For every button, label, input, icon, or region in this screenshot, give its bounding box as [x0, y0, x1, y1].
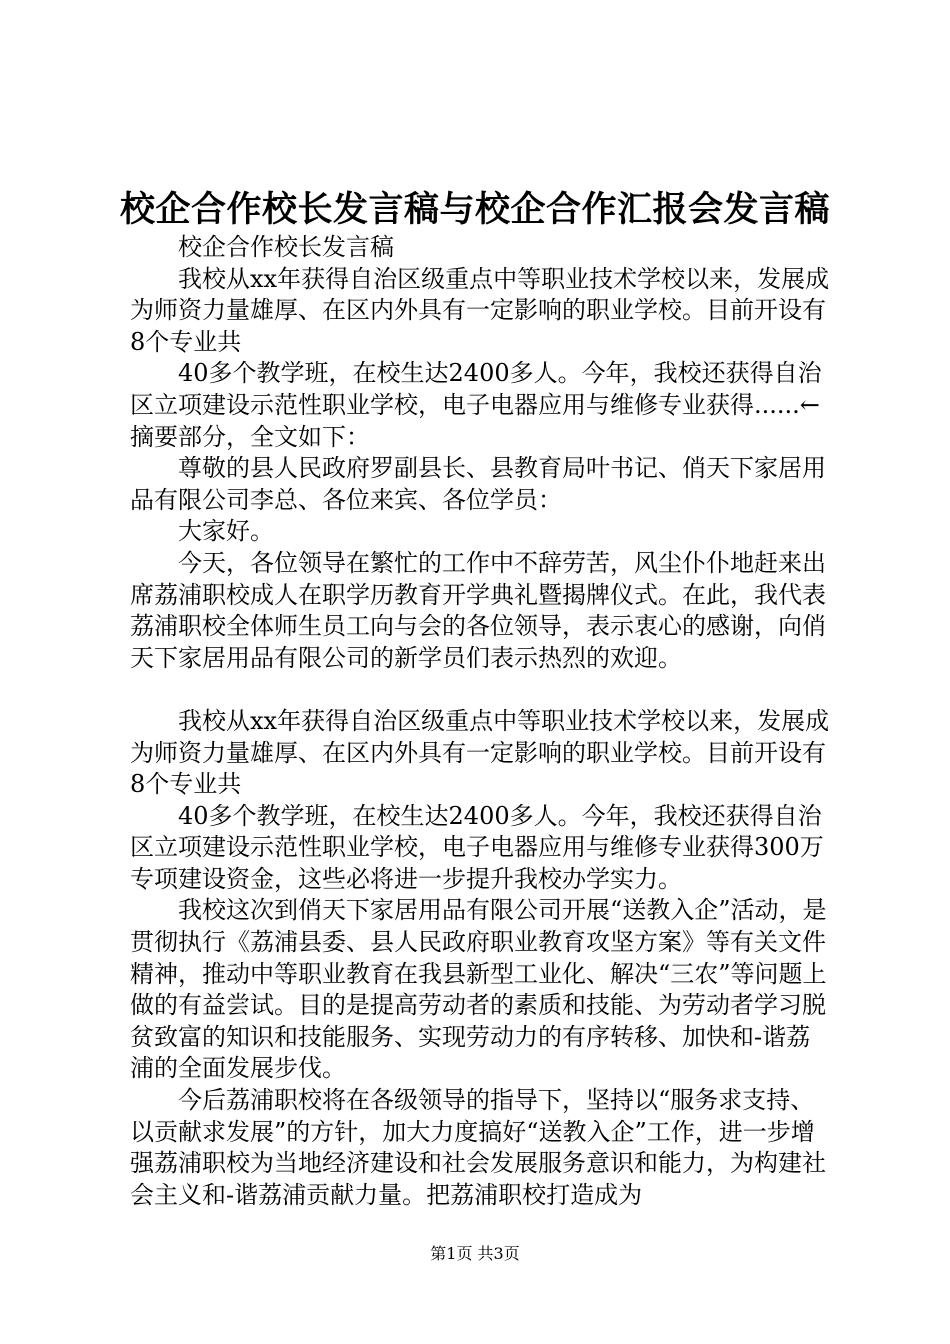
paragraph: 我校这次到俏天下家居用品有限公司开展“送教入企”活动，是贯彻执行《荔浦县委、县人民政府职业教育攻坚方案》等有关文件精神，推动中等职业教育在我县新型工业化、解决“三农”等问题上做的有益尝试。目的是提高劳动者的素质和技能、为劳动者学习脱贫致富的知识和技能服务、实现劳动力的有序转移、加快和-谐荔浦的全面发展步伐。: [130, 896, 827, 1083]
paragraph: 今天，各位领导在繁忙的工作中不辞劳苦，风尘仆仆地赶来出席荔浦职校成人在职学历教育开学典礼暨揭牌仪式。在此，我代表荔浦职校全体师生员工向与会的各位领导，表示衷心的感谢，向俏天下家居用品有限公司的新学员们表示热烈的欢迎。: [130, 548, 826, 672]
paragraph-heading: 校企合作校长发言稿: [178, 233, 394, 261]
paragraph: 大家好。: [178, 517, 274, 546]
paragraph: 40多个教学班，在校生达2400多人。今年，我校还获得自治区立项建设示范性职业学校，电子电器应用与维修专业获得......←摘要部分，全文如下：: [130, 359, 822, 451]
paragraph: 今后荔浦职校将在各级领导的指导下，坚持以“服务求支持、以贡献求发展”的方针，加大力度搞好“送教入企”工作，进一步增强荔浦职校为当地经济建设和社会发展服务意识和能力，为构建社会主义和-谐荔浦贡献力量。把荔浦职校打造成为: [130, 1086, 826, 1209]
page-footer: 第1页 共3页: [430, 1244, 520, 1263]
paragraph: 尊敬的县人民政府罗副县长、县教育局叶书记、俏天下家居用品有限公司李总、各位来宾、各位学员：: [130, 454, 826, 514]
document-title: 校企合作校长发言稿与校企合作汇报会发言稿: [119, 189, 830, 230]
paragraph: 我校从xx年获得自治区级重点中等职业技术学校以来，发展成为师资力量雄厚、在区内外具有一定影响的职业学校。目前开设有8个专业共: [130, 706, 830, 799]
paragraph: 40多个教学班，在校生达2400多人。今年，我校还获得自治区立项建设示范性职业学校，电子电器应用与维修专业获得300万专项建设资金，这些必将进一步提升我校办学实力。: [130, 801, 824, 893]
document-body: [130, 232, 830, 1211]
blank-line: [130, 674, 830, 706]
paragraph: 我校从xx年获得自治区级重点中等职业技术学校以来，发展成为师资力量雄厚、在区内外具有一定影响的职业学校。目前开设有8个专业共: [130, 264, 830, 356]
